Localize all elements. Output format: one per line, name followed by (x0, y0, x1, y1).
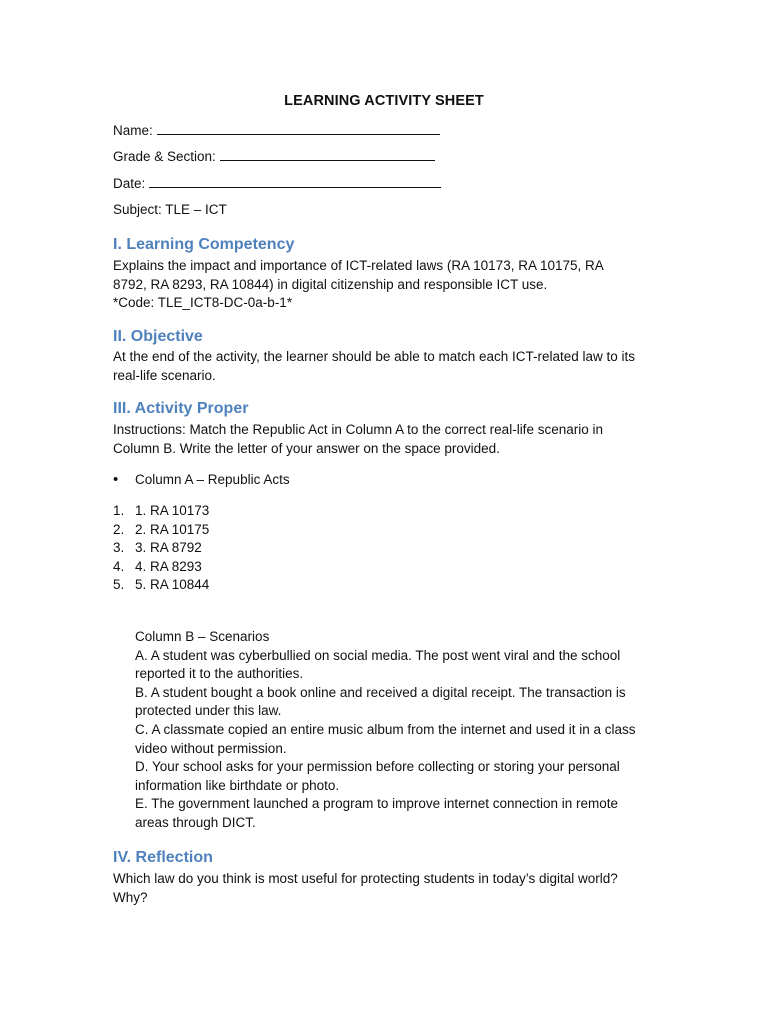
date-label: Date: (113, 176, 146, 191)
objective-line-1: At the end of the activity, the learner should be able to match each ICT-related law to its (113, 349, 636, 364)
reflection-text (113, 870, 658, 907)
instructions-line-2: Column B. Write the letter of your answer on the space provided. (113, 440, 500, 456)
list-item (113, 502, 209, 521)
scenario-line: D. Your school asks for your permission before collecting or storing your personal (135, 759, 620, 775)
name-blank-line (157, 121, 440, 135)
scenario-line: information like birthdate or photo. (135, 777, 340, 793)
scenario-line: areas through DICT. (135, 814, 256, 830)
page-title: LEARNING ACTIVITY SHEET (284, 93, 484, 109)
column-a-bullet-item (113, 471, 290, 489)
scenario-line: A. A student was cyberbullied on social media. The post went viral and the school (135, 647, 621, 663)
scenario-line: E. The government launched a program to improve internet connection in remote (135, 796, 619, 812)
list-item-text: 2. RA 10175 (135, 521, 210, 537)
competency-line-1: Explains the impact and importance of ICT-related laws (RA 10173, RA 10175, RA (113, 258, 604, 273)
instructions-line-1: Instructions: Match the Republic Act in Column A to the correct real-life scenario in (113, 422, 603, 437)
reflection-heading: IV. Reflection (113, 849, 213, 866)
column-b-scenarios (135, 628, 660, 833)
objective-line-2: real-life scenario. (113, 367, 216, 383)
objective-text (113, 348, 658, 385)
competency-text (113, 257, 658, 313)
competency-line-2: 8792, RA 8293, RA 10844) in digital citizenship and responsible ICT use. (113, 276, 548, 292)
list-item (113, 521, 209, 540)
scenario-line: reported it to the authorities. (135, 666, 304, 682)
column-b-label: Column B – Scenarios (135, 629, 270, 644)
date-field (113, 174, 441, 193)
activity-instructions (113, 421, 658, 458)
grade-section-label: Grade & Section: (113, 149, 216, 164)
column-a-label: Column A – Republic Acts (135, 472, 290, 487)
name-label: Name: (113, 123, 153, 138)
list-item-number: 2. (113, 521, 125, 537)
scenario-line: B. A student bought a book online and received a digital receipt. The transaction is (135, 684, 626, 700)
list-item-text: 1. RA 10173 (135, 503, 210, 518)
scenario-line: protected under this law. (135, 703, 282, 719)
competency-heading: I. Learning Competency (113, 236, 295, 253)
name-field (113, 121, 440, 140)
list-item-number: 5. (113, 577, 125, 593)
reflection-line-1: Which law do you think is most useful for protecting students in today’s digital world? (113, 871, 618, 886)
list-item-text: 4. RA 8293 (135, 558, 202, 574)
list-item (113, 539, 209, 558)
list-item-number: 1. (113, 503, 125, 518)
objective-heading: II. Objective (113, 328, 203, 345)
reflection-line-2: Why? (113, 889, 148, 905)
column-a-list (113, 502, 209, 595)
list-item-text: 3. RA 8792 (135, 540, 202, 556)
scenario-line: video without permission. (135, 740, 287, 756)
scenario-line: C. A classmate copied an entire music album from the internet and used it in a class (135, 721, 636, 737)
activity-heading: III. Activity Proper (113, 400, 249, 417)
grade-section-field (113, 147, 435, 166)
grade-section-blank-line (220, 147, 435, 161)
list-item-text: 5. RA 10844 (135, 577, 210, 593)
list-item (113, 576, 209, 595)
subject-line: Subject: TLE – ICT (113, 202, 227, 217)
date-blank-line (149, 174, 441, 188)
bullet-icon: • (113, 471, 119, 488)
list-item (113, 558, 209, 577)
list-item-number: 4. (113, 558, 125, 574)
list-item-number: 3. (113, 540, 125, 556)
competency-code: *Code: TLE_ICT8-DC-0a-b-1* (113, 295, 293, 310)
